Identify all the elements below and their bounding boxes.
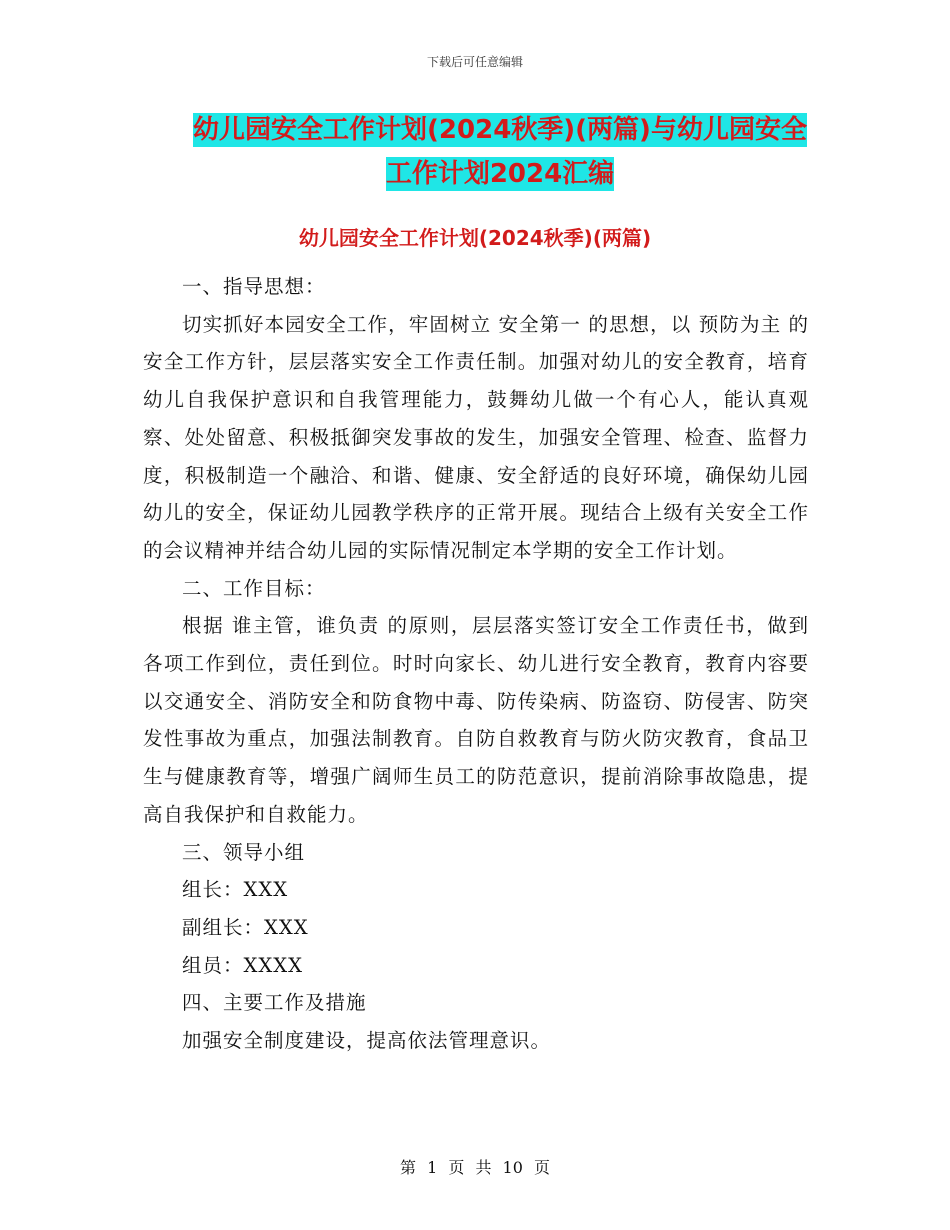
deputy-leader-line: 副组长：XXX <box>182 915 309 939</box>
heading-leadership-group: 三、领导小组 <box>182 840 306 864</box>
paragraph-guiding-ideology: 切实抓好本园安全工作，牢固树立 安全第一 的思想，以 预防为主 的安全工作方针，层层落实安全工作责任制。加强对幼儿的安全教育，培育幼儿自我保护意识和自我管理能力，鼓舞幼儿做一个有心人，能认真观察、处处留意、积极抵御突发事故的发生，加强安全管理、检查、监督力度，积极制造一个融洽、和谐、健康、安全舒适的良好环境，确保幼儿园幼儿的安全，保证幼儿园教学秩序的正常开展。现结合上级有关安全工作的会议精神并结合幼儿园的实际情况制定本学期的安全工作计划。 <box>143 312 809 562</box>
document-body <box>143 268 809 1060</box>
members-line: 组员：XXXX <box>182 953 304 977</box>
document-title <box>190 108 810 196</box>
leader-line: 组长：XXX <box>182 878 289 902</box>
paragraph-work-goals: 根据 谁主管，谁负责 的原则，层层落实签订安全工作责任书，做到各项工作到位，责任到位。时时向家长、幼儿进行安全教育，教育内容要以交通安全、消防安全和防食物中毒、防传染病、防盗窃、防侵害、防突发性事故为重点，加强法制教育。自防自救教育与防火防灾教育，食品卫生与健康教育等，增强广阔师生员工的防范意识，提前消除事故隐患，提高自我保护和自救能力。 <box>143 614 809 826</box>
paragraph-main-work: 加强安全制度建设，提高依法管理意识。 <box>182 1029 552 1053</box>
title-line-2: 工作计划2024汇编 <box>385 159 615 189</box>
heading-main-work: 四、主要工作及措施 <box>182 991 367 1015</box>
page-header: 下载后可任意编辑 <box>426 55 523 69</box>
page-footer: 第 1 页 共 10 页 <box>400 1158 550 1177</box>
section-title: 幼儿园安全工作计划(2024秋季)(两篇) <box>298 226 652 250</box>
title-line-1: 幼儿园安全工作计划(2024秋季)(两篇)与幼儿园安全 <box>193 115 807 145</box>
heading-work-goals: 二、工作目标： <box>182 576 326 600</box>
heading-guiding-ideology: 一、指导思想： <box>182 275 326 298</box>
